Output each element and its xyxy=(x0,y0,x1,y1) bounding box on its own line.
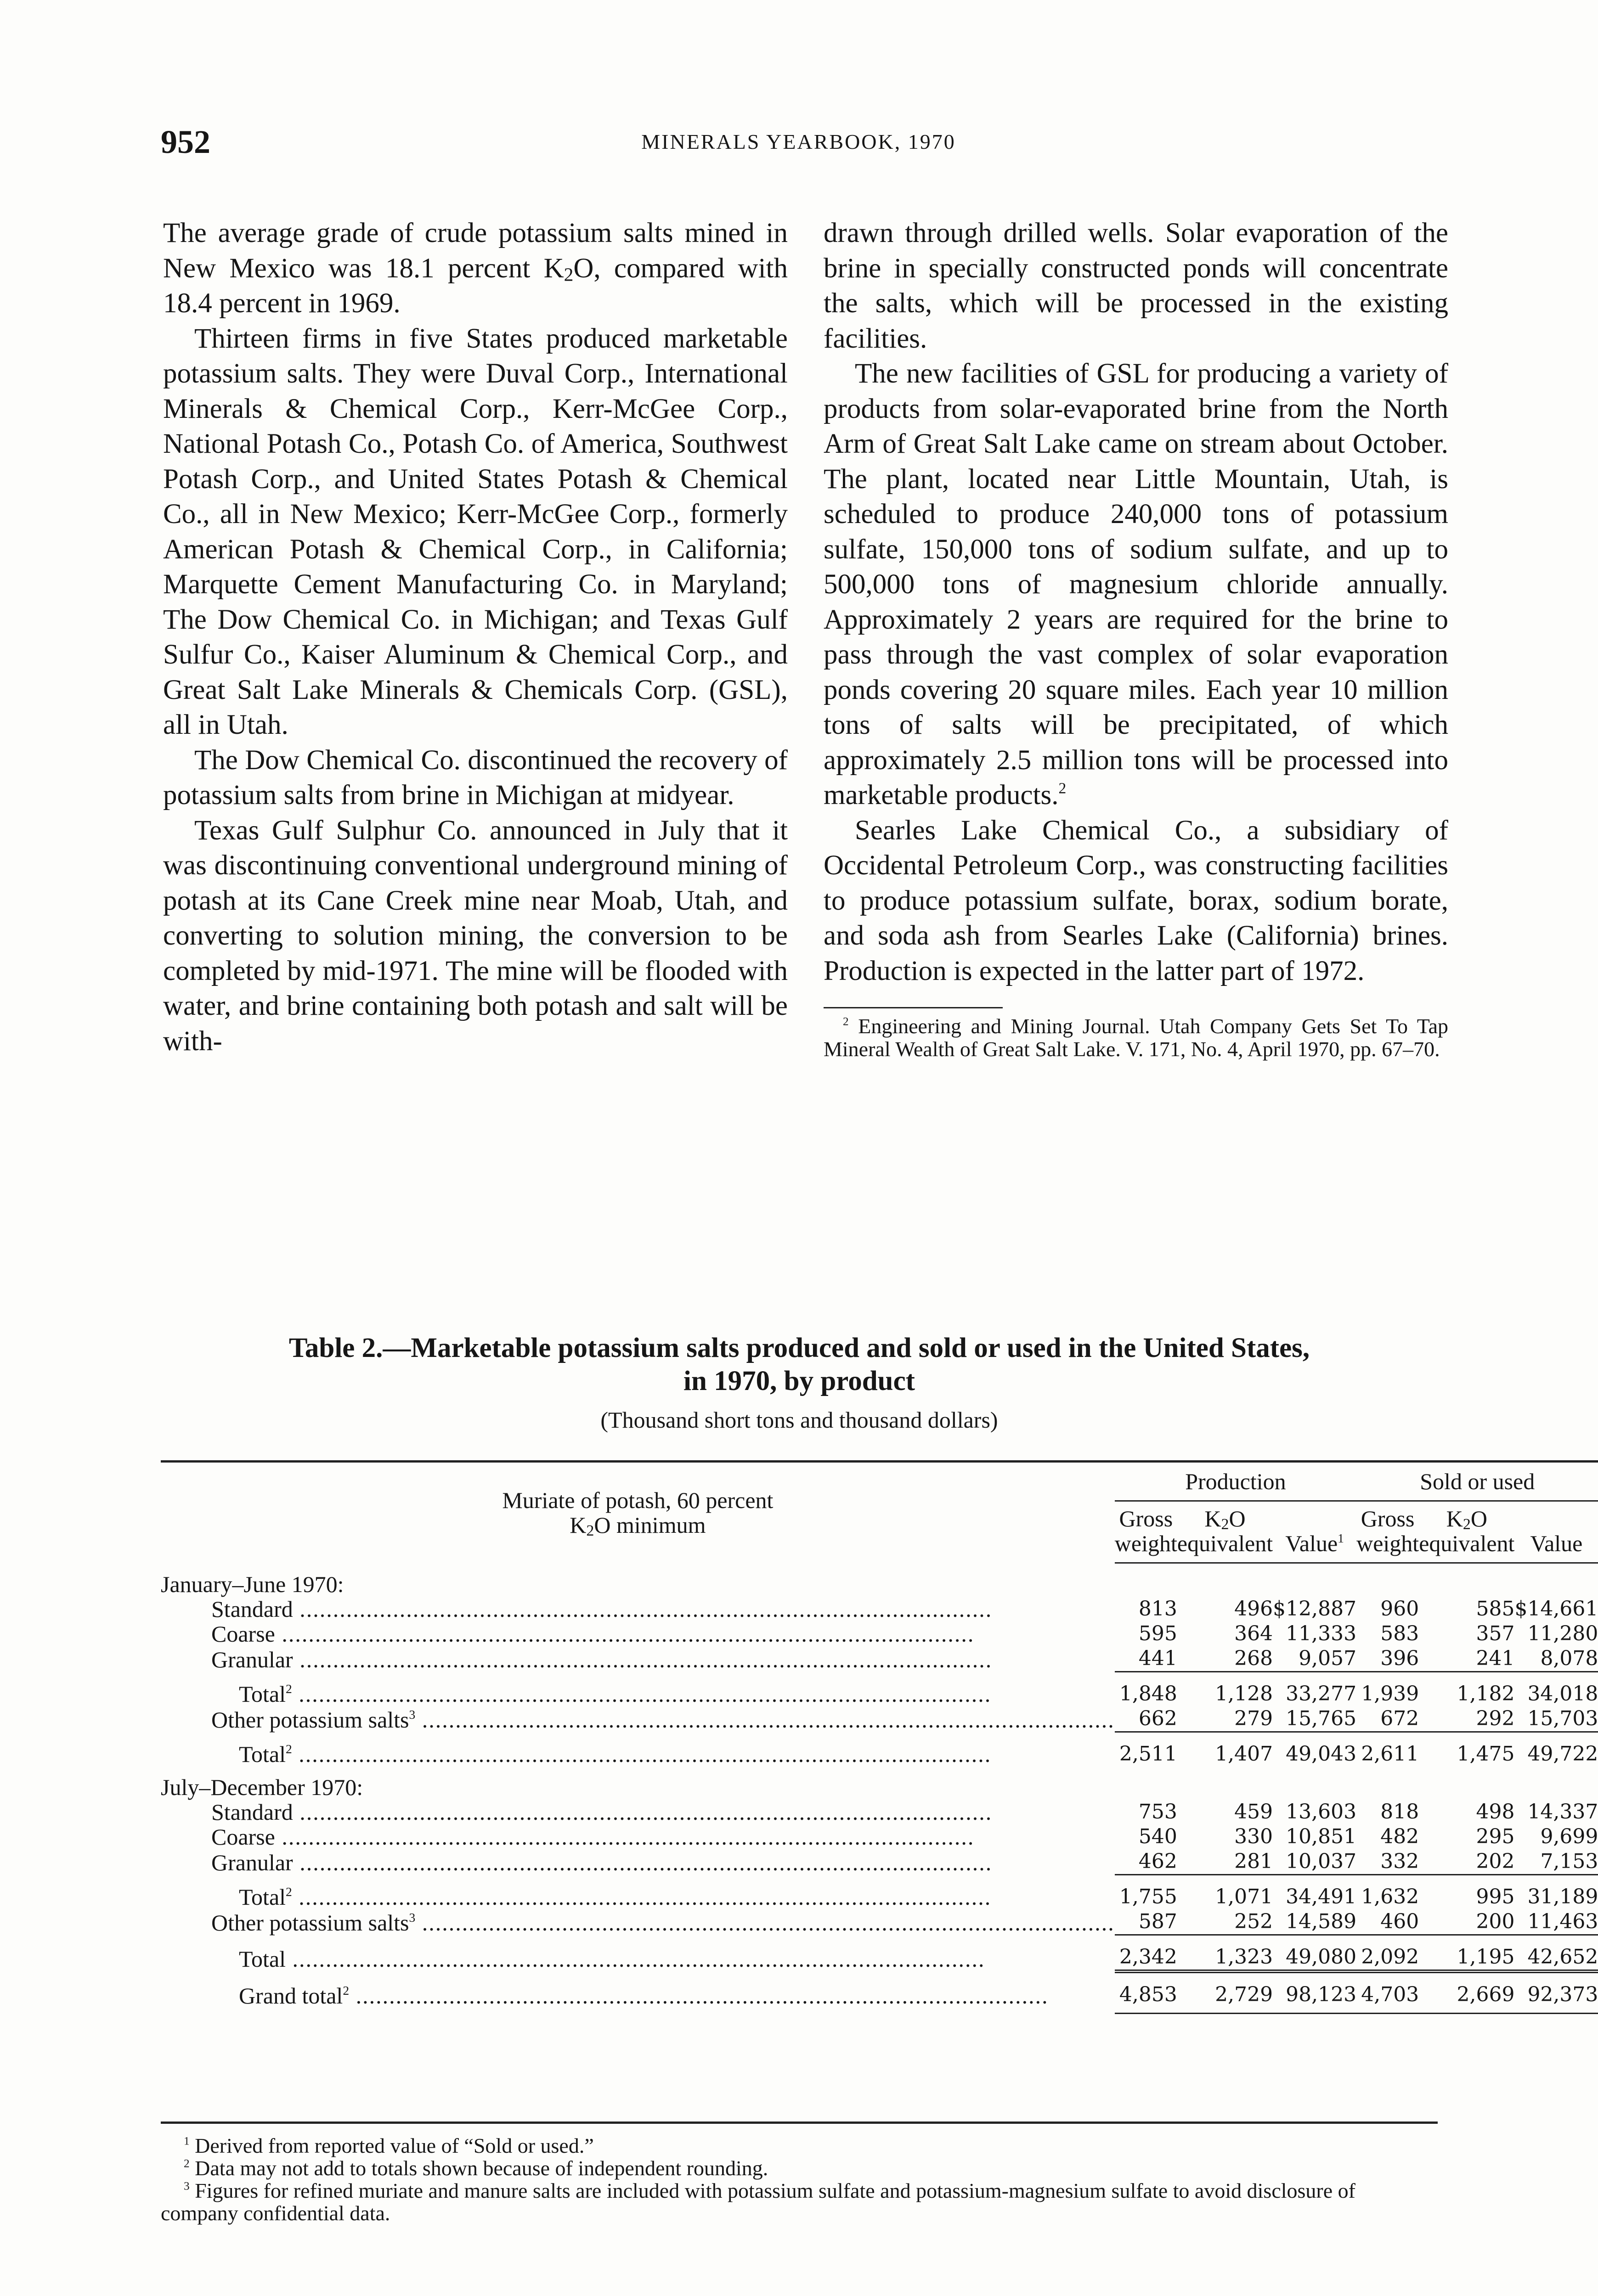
table-cell: 662 xyxy=(1138,1707,1177,1730)
col-value-sold: Value xyxy=(1514,1501,1598,1563)
table-cell: 268 xyxy=(1234,1647,1273,1670)
paragraph-searles: Searles Lake Chemical Co., a subsidiary of Occidental Petroleum Corp., was constructing facilities to produce potassium sulfate, borax, sodium borate, and soda ash from Searles Lake (California) brines. Production is expected in the latter part of 1972. xyxy=(824,815,1448,986)
table-group-header-row xyxy=(161,1462,1598,1501)
table-cell: 583 xyxy=(1380,1622,1419,1645)
table-row xyxy=(161,1621,1598,1646)
table-cell: 14,589 xyxy=(1286,1910,1357,1933)
paragraph-grade: The average grade of crude potassium salts mined in New Mexico was 18.1 percent $K_2O$, compared with 18.4 percent in 1969. xyxy=(163,218,788,319)
paragraph-texas-gulf: Texas Gulf Sulphur Co. announced in July that it was discontinuing conventional underground mining of potash at its Cane Creek mine near Moab, Utah, and converting to solution mining, the conversion to be completed by mid-1971. The mine will be flooded with water, and brine containing both potash and salt will be with- xyxy=(163,815,788,1057)
table-cell: 15,703 xyxy=(1527,1707,1598,1730)
production-header: Production xyxy=(1115,1462,1356,1501)
table-cell: 4,703 xyxy=(1356,1971,1419,2014)
table-cell: 33,277 xyxy=(1273,1672,1356,1707)
col-gross-weight-sold: Gross weight xyxy=(1356,1501,1419,1563)
table-cell: 281 xyxy=(1234,1850,1273,1873)
table-cell: 1,128 xyxy=(1177,1672,1273,1707)
running-head: MINERALS YEARBOOK, 1970 xyxy=(641,130,956,153)
table-cell: 13,603 xyxy=(1286,1800,1357,1823)
col-k2o-equivalent: $K_2O$ equivalent xyxy=(1177,1501,1273,1563)
row-label: Standard ..... xyxy=(211,1799,992,1825)
stub-header: Muriate of potash, 60 percent $K_2O$ minimum xyxy=(502,1487,774,1540)
paragraph-dow: The Dow Chemical Co. discontinued the recovery of potassium salts from brine in Michigan at midyear. xyxy=(163,744,788,810)
table-cell: 1,475 xyxy=(1419,1732,1514,1767)
table-cell: 11,463 xyxy=(1527,1910,1598,1933)
table-row xyxy=(161,1909,1598,1935)
table-cell: 441 xyxy=(1138,1647,1177,1670)
table-cell: 460 xyxy=(1380,1910,1419,1933)
table-cell: 462 xyxy=(1138,1850,1177,1873)
table-row-total xyxy=(161,1672,1598,1707)
table-cell: 1,195 xyxy=(1419,1935,1514,1972)
table-cell: 42,652 xyxy=(1514,1935,1598,1972)
table-cell: 672 xyxy=(1380,1707,1419,1730)
page-header xyxy=(161,123,1436,164)
section-header-row xyxy=(161,1767,1598,1800)
table-cell: 2,511 xyxy=(1115,1732,1177,1767)
table-cell: 498 xyxy=(1476,1800,1515,1823)
table-notes xyxy=(161,2134,1438,2224)
table-cell: 585 xyxy=(1476,1597,1515,1621)
left-column xyxy=(163,216,788,1059)
table-cell: 10,037 xyxy=(1286,1850,1357,1873)
page-number: 952 xyxy=(161,124,210,160)
table-cell: 10,851 xyxy=(1286,1825,1357,1848)
table-cell: 98,123 xyxy=(1273,1971,1356,2014)
table-bottom-rule xyxy=(161,2122,1438,2124)
table-note: $^2$ Data may not add to totals shown because of independent rounding. xyxy=(184,2156,768,2180)
table-cell: 1,407 xyxy=(1177,1732,1273,1767)
table-cell: 1,755 xyxy=(1115,1875,1177,1910)
table-cell: 753 xyxy=(1138,1800,1177,1823)
table-row-grand-total xyxy=(161,1971,1598,2014)
table-cell: 8,078 xyxy=(1540,1647,1598,1670)
table-cell: 11,333 xyxy=(1286,1622,1357,1645)
section-label-jul-dec: July–December 1970: xyxy=(161,1774,363,1800)
row-label: Other potassium salts$^3$ ..... xyxy=(211,1707,1115,1733)
table-cell: 587 xyxy=(1138,1910,1177,1933)
section-label-jan-jun: January–June 1970: xyxy=(161,1571,344,1597)
table-row xyxy=(161,1597,1598,1621)
table-row-total xyxy=(161,1935,1598,1972)
row-label: Coarse ..... xyxy=(211,1824,974,1850)
table-cell: 1,848 xyxy=(1115,1672,1177,1707)
table-cell: 540 xyxy=(1138,1825,1177,1848)
table-cell: 7,153 xyxy=(1540,1850,1598,1873)
table-row-total xyxy=(161,1875,1598,1910)
table-cell: 34,491 xyxy=(1273,1875,1356,1910)
col-k2o-equivalent-sold: $K_2O$ equivalent xyxy=(1419,1501,1514,1563)
row-label: Total ..... xyxy=(239,1946,985,1972)
table-cell: 1,632 xyxy=(1356,1875,1419,1910)
table-cell: 1,939 xyxy=(1356,1672,1419,1707)
table-cell: 292 xyxy=(1476,1707,1515,1730)
table-row xyxy=(161,1824,1598,1849)
col-value: Value$^1$ xyxy=(1273,1501,1356,1563)
row-label: Granular ..... xyxy=(211,1647,992,1672)
table-cell: 482 xyxy=(1380,1825,1419,1848)
table-cell: 396 xyxy=(1380,1647,1419,1670)
sold-or-used-header: Sold or used xyxy=(1356,1462,1598,1501)
footnote-rule xyxy=(824,1007,1003,1008)
table-row xyxy=(161,1849,1598,1875)
row-label: Coarse ..... xyxy=(211,1621,974,1647)
table-cell: 15,765 xyxy=(1286,1707,1357,1730)
table-row xyxy=(161,1800,1598,1824)
row-label: Total$^2$ ..... xyxy=(239,1681,991,1707)
table-cell: 49,043 xyxy=(1273,1732,1356,1767)
table-title: Table 2.—Marketable potassium salts produced and sold or used in the United States, in 1970, by product xyxy=(288,1333,1310,1396)
row-label: Standard ..... xyxy=(211,1596,992,1622)
table-cell: 2,342 xyxy=(1115,1935,1177,1972)
paragraph-gsl: The new facilities of GSL for producing a variety of products from solar-evaporated brine from the North Arm of Great Salt Lake came on stream about October. The plant, located near Little Mountain, Utah, is scheduled to produce 240,000 tons of potassium sulfate, 150,000 tons of sodium sulfate, and up to 500,000 tons of magnesium chloride annually. Approximately 2 years are required for the brine to pass through the vast complex of solar evaporation ponds covering 20 square miles. Each year 10 million tons of salts will be precipitated, of which approximately 2.5 million tons will be processed into marketable products.$^2$ xyxy=(824,358,1448,810)
table-unit-note: (Thousand short tons and thousand dollars) xyxy=(600,1407,998,1433)
table-cell: 200 xyxy=(1476,1910,1515,1933)
row-label: Total$^2$ ..... xyxy=(239,1741,991,1767)
table-cell: 241 xyxy=(1476,1647,1515,1670)
footnote: $^2$ Engineering and Mining Journal. Utah Company Gets Set To Tap Mineral Wealth of Great Salt Lake. V. 171, No. 4, April 1970, pp. 67–70. xyxy=(824,1014,1449,1061)
table-row xyxy=(161,1646,1598,1672)
table-row xyxy=(161,1706,1598,1732)
table-cell: 4,853 xyxy=(1115,1971,1177,2014)
table-cell: 960 xyxy=(1380,1597,1419,1621)
table-cell: 357 xyxy=(1476,1622,1515,1645)
table-cell: 595 xyxy=(1138,1622,1177,1645)
table-cell: 818 xyxy=(1380,1800,1419,1823)
table-cell: 49,722 xyxy=(1514,1732,1598,1767)
table-cell: 2,669 xyxy=(1419,1971,1514,2014)
row-label: Grand total$^2$ ..... xyxy=(239,1983,1049,2009)
table-cell: 496 xyxy=(1234,1597,1273,1621)
table-cell: 11,280 xyxy=(1527,1622,1598,1645)
right-column xyxy=(824,216,1448,1061)
table-cell: 9,057 xyxy=(1299,1647,1357,1670)
table-cell: 995 xyxy=(1419,1875,1514,1910)
table-cell: 31,189 xyxy=(1514,1875,1598,1910)
table-cell: 2,729 xyxy=(1177,1971,1273,2014)
table-note: $^1$ Derived from reported value of “Sold or used.” xyxy=(184,2134,594,2157)
col-gross-weight: Gross weight xyxy=(1115,1501,1177,1563)
table-cell: 330 xyxy=(1234,1825,1273,1848)
table-cell: 92,373 xyxy=(1514,1971,1598,2014)
paragraph-firms: Thirteen firms in five States produced marketable potassium salts. They were Duval Corp., International Minerals & Chemical Corp., Kerr-McGee Corp., National Potash Co., Potash Co. of America, Southwest Potash Corp., and United States Potash & Chemical Co., all in New Mexico; Kerr-McGee Corp., formerly American Potash & Chemical Corp., in California; Marquette Cement Manufacturing Co. in Maryland; The Dow Chemical Co. in Michigan; and Texas Gulf Sulfur Co., Kaiser Aluminum & Chemical Corp., and Great Salt Lake Minerals & Chemicals Corp. (GSL), all in Utah. xyxy=(163,323,788,740)
table-cell: 459 xyxy=(1234,1800,1273,1823)
table-cell: $14,661 xyxy=(1514,1597,1598,1621)
table-note: $^3$ Figures for refined muriate and manure salts are included with potassium sulfate and potassium-magnesium sulfate to avoid disclosure of company confidential data. xyxy=(161,2179,1355,2225)
table-cell: 2,092 xyxy=(1356,1935,1419,1972)
table-cell: $12,887 xyxy=(1273,1597,1357,1621)
table-cell: 49,080 xyxy=(1273,1935,1356,1972)
table-cell: 1,323 xyxy=(1177,1935,1273,1972)
table-cell: 279 xyxy=(1234,1707,1273,1730)
table-cell: 202 xyxy=(1476,1850,1515,1873)
table-cell: 1,071 xyxy=(1177,1875,1273,1910)
table-cell: 332 xyxy=(1380,1850,1419,1873)
table-cell: 9,699 xyxy=(1540,1825,1598,1848)
table-cell: 34,018 xyxy=(1514,1672,1598,1707)
table-cell: 295 xyxy=(1476,1825,1515,1848)
row-label: Other potassium salts$^3$ ..... xyxy=(211,1910,1115,1936)
section-header-row xyxy=(161,1563,1598,1597)
table-cell: 813 xyxy=(1138,1597,1177,1621)
table-cell: 364 xyxy=(1234,1622,1273,1645)
table-cell: 252 xyxy=(1234,1910,1273,1933)
row-label: Granular ..... xyxy=(211,1850,992,1875)
row-label: Total$^2$ ..... xyxy=(239,1884,991,1910)
paragraph-solar: drawn through drilled wells. Solar evaporation of the brine in specially constructed ponds will concentrate the salts, which will be processed in the existing facilities. xyxy=(824,218,1448,354)
table-cell: 2,611 xyxy=(1356,1732,1419,1767)
potassium-salts-table xyxy=(161,1460,1598,2014)
table-row-total xyxy=(161,1732,1598,1767)
table-cell: 1,182 xyxy=(1419,1672,1514,1707)
table-cell: 14,337 xyxy=(1527,1800,1598,1823)
